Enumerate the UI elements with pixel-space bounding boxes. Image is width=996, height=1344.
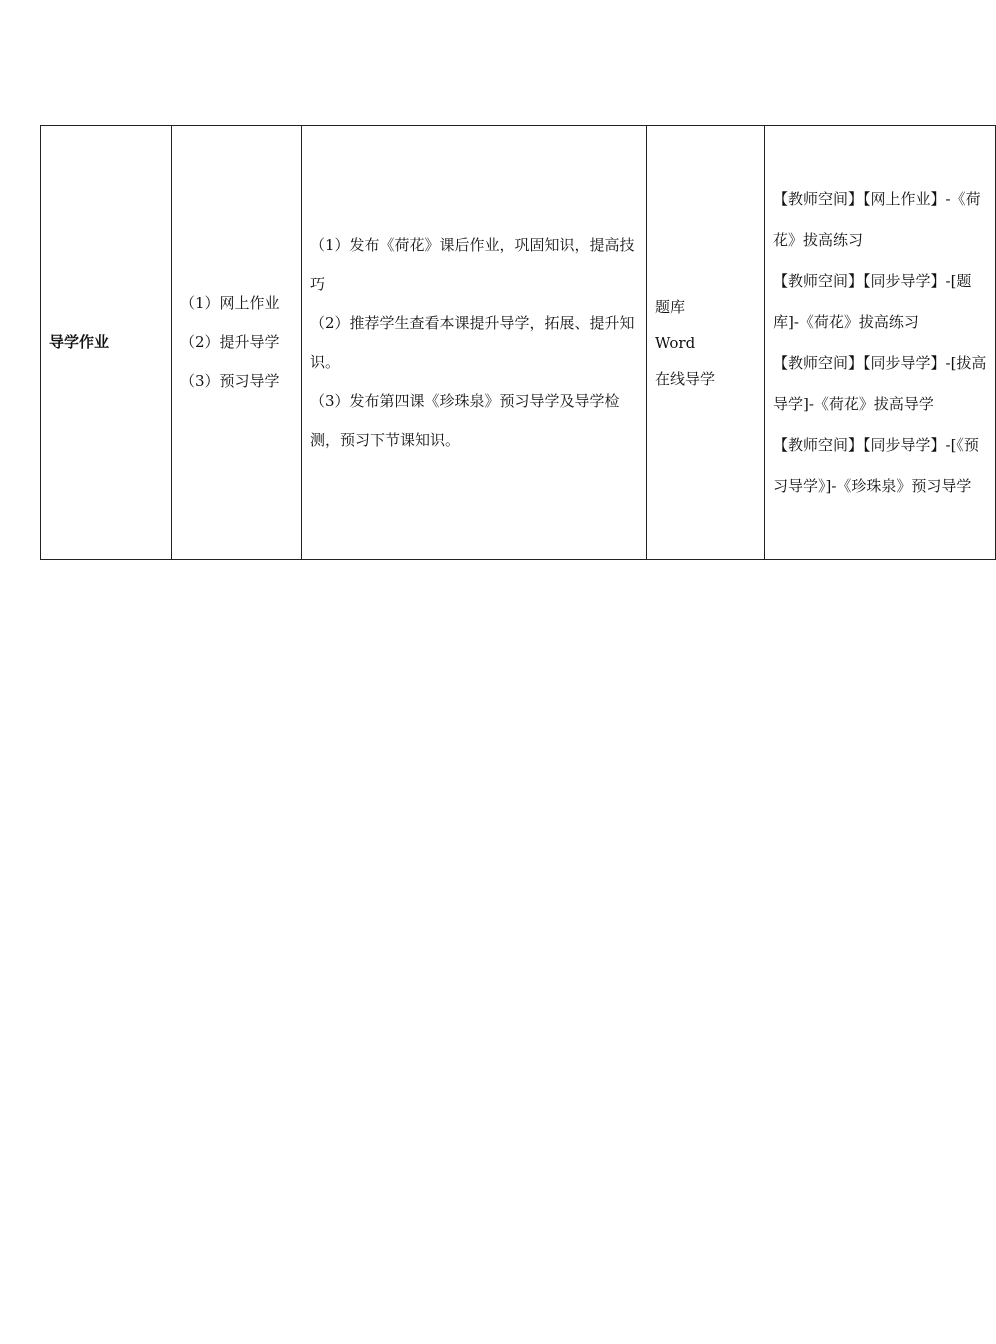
path-item: 【教师空间】【同步导学】-[《预习导学》]-《珍珠泉》预习导学: [773, 435, 979, 495]
section-cell: [41, 126, 172, 560]
list-item: （1）网上作业: [180, 294, 280, 312]
list-item: （3）预习导学: [180, 372, 280, 390]
resource-item: 题库: [655, 297, 686, 316]
content-list-cell: [172, 126, 302, 560]
path-item: 【教师空间】【同步导学】-[拔高导学]-《荷花》拔高导学: [773, 353, 987, 413]
section-title: 导学作业: [49, 333, 110, 351]
resource-path-cell: [765, 126, 996, 560]
activity-item: （1）发布《荷花》课后作业，巩固知识，提高技巧: [310, 235, 635, 293]
resource-item: 在线导学: [655, 369, 716, 388]
path-item: 【教师空间】【网上作业】-《荷花》拔高练习: [773, 189, 981, 249]
path-item: 【教师空间】【同步导学】-[题库]-《荷花》拔高练习: [773, 271, 972, 331]
resource-type-cell: [647, 126, 765, 560]
table-row: [41, 126, 996, 560]
list-item: （2）提升导学: [180, 333, 280, 351]
activity-description-cell: [302, 126, 647, 560]
resource-item: Word: [655, 333, 696, 352]
activity-item: （2）推荐学生查看本课提升导学，拓展、提升知识。: [310, 313, 635, 371]
homework-table: [40, 125, 996, 560]
activity-item: （3）发布第四课《珍珠泉》预习导学及导学检测，预习下节课知识。: [310, 391, 620, 449]
